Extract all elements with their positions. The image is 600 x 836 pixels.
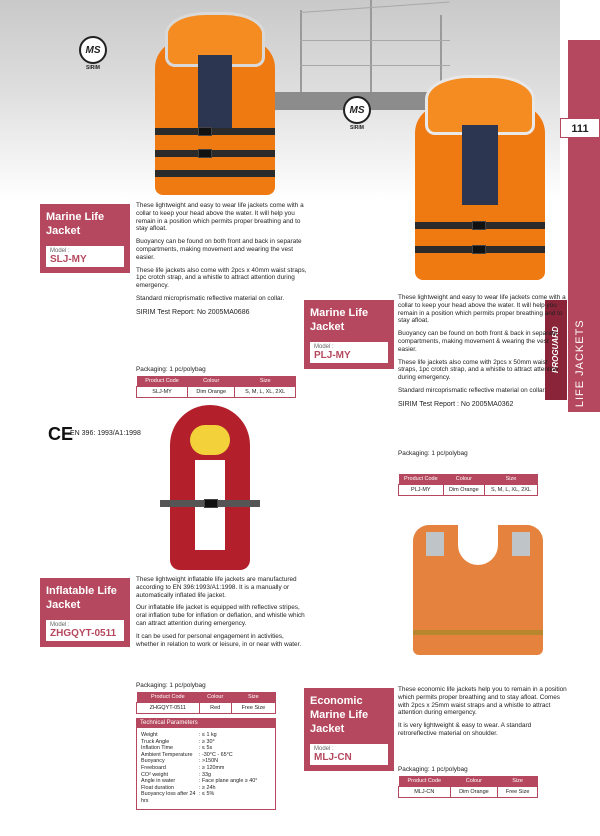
tech-param-key: Weight [141, 732, 158, 738]
tech-param-key: Freeboard [141, 764, 166, 771]
ship-rigging [300, 65, 450, 66]
table-row: PLJ-MY Dim Orange S, M, L, XL, 2XL [399, 485, 538, 496]
ce-standard: EN 396: 1993/A1:1998 [70, 430, 141, 437]
model-label: Model : ZHGQYT-0511 [46, 620, 124, 641]
page-number: 111 [560, 118, 600, 138]
packaging-inflatable: Packaging: 1 pc/polybag [136, 682, 206, 689]
ship-mast [300, 10, 302, 100]
tech-param-key: Ambient Temperature [141, 751, 193, 758]
spec-table-slj: Product Code Colour Size SLJ-MY Dim Orange S, M, L, XL, 2XL [136, 376, 296, 398]
tech-param-key: Buoyancy loss after 24 hrs [141, 791, 196, 804]
tech-param-key: CO² weight [141, 771, 168, 778]
packaging-economic: Packaging: 1 pc/polybag [398, 766, 468, 773]
ms-sirim-logo: MS SIRIM [76, 36, 110, 71]
tech-param-value: : ≤ 5% [199, 791, 215, 798]
tech-param-value: : ≤ 5s [199, 745, 213, 752]
tech-param-row [137, 778, 275, 785]
tech-param-value: : ≥ 30° [199, 738, 215, 745]
tech-param-value: : ≤ 1 kg [199, 732, 217, 738]
tech-param-row [137, 739, 275, 746]
table-row: ZHGQYT-0511 Red Free Size [137, 703, 276, 714]
ship-rigging [300, 2, 450, 13]
tech-param-row [137, 732, 275, 739]
product-heading-plj: Marine Life Jacket Model : PLJ-MY [304, 300, 394, 369]
tech-param-row [137, 752, 275, 759]
product-description-slj: These lightweight and easy to wear life jackets come with a collar to keep your head above the water. It will help you remain in a position which permits proper breathing and to stay afloat. Buoyancy can be found on both front and back in separate compartments, making movement and wearing the vest easier. These life jackets also come with 2pcs x 40mm waist straps, 1pc crotch strap, and a whistle to attract attention during emergency. Standard microprismatic reflective material on collar. SIRIM Test Report: No 2005MA0686 [136, 202, 307, 316]
tech-param-row [137, 765, 275, 772]
jacket-image-inflatable [160, 405, 260, 575]
ship-mast [370, 0, 372, 100]
jacket-image-plj [410, 70, 550, 285]
model-label: Model : MLJ-CN [310, 744, 388, 765]
tech-param-key: Float duration [141, 784, 174, 791]
spec-table-economic: Product Code Colour Size MLJ-CN Dim Orange Free Size [398, 776, 538, 798]
tech-param-key: Truck Angle [141, 738, 170, 745]
jacket-image-slj [150, 10, 280, 200]
model-label: Model : PLJ-MY [310, 342, 388, 363]
tech-param-row [137, 745, 275, 752]
table-row: SLJ-MY Dim Orange S, M, L, XL, 2XL [137, 387, 296, 398]
product-description-plj: These lightweight and easy to wear life jackets come with a collar to keep your head above the water. It will help you remain in a position which permits proper breathing and to stay afloat. Buoyancy can be found on both front & back in separate compartments, making movement & wearing the vest easier. These life jackets also come with 2pcs x 50mm waist straps, 1pc crotch strap, and a whistle to attract attention during emergency. Standard mircoprismatic reflective material on collar. SIRIM Test Report : No 2005MA0362 [398, 294, 566, 408]
tech-param-row [137, 772, 275, 779]
proguard-logo: PROGUARD [545, 300, 567, 400]
ms-sirim-logo: MS SIRIM [340, 96, 374, 131]
ce-mark: CE [48, 424, 74, 444]
table-row: MLJ-CN Dim Orange Free Size [399, 787, 538, 798]
tech-param-value: : -30°C - 65°C [199, 751, 233, 758]
packaging-slj: Packaging: 1 pc/polybag [136, 366, 206, 373]
section-sidebar [568, 40, 600, 460]
tech-param-value: : 33g [199, 771, 211, 778]
product-description-inflatable: These lightweight inflatable life jackets are manufactured according to EN 396:1993/A1:1998. It is a manually or automatically inflated life jacket. Our inflatable life jacket is equipped with reflective stripes, oral inflation tube for inflation or deflation, and whistle which can attract attention during emergency. It can be used for personal engagement in activities, whether in relation to work or leisure, in or near with water. [136, 576, 305, 648]
tech-param-value: : ≥ 120mm [199, 764, 225, 771]
model-label: Model : SLJ-MY [46, 246, 124, 267]
spec-table-inflatable: Product Code Colour Size ZHGQYT-0511 Red Free Size [136, 692, 276, 714]
tech-param-row [137, 791, 275, 804]
packaging-plj: Packaging: 1 pc/polybag [398, 450, 468, 457]
product-heading-economic: Economic Marine Life Jacket Model : MLJ-CN [304, 688, 394, 771]
technical-parameters: Technical Parameters Weight : ≤ 1 kg Truck Angle : ≥ 30° Inflation Time : ≤ 5s Ambient Temperature : -30°C - 65°C Buoyancy : >150N Freeboard : ≥ 120mm CO² weight : 33g Angle in water : Face plane angle ≥ 40° Float duration : ≥ 24h Buoyancy loss after 24 hrs : ≤ 5% [136, 718, 276, 810]
tech-param-key: Angle in water [141, 778, 176, 785]
tech-param-value: : ≥ 24h [199, 784, 216, 791]
tech-param-key: Buoyancy [141, 758, 165, 765]
tech-param-value: : >150N [199, 758, 219, 765]
spec-table-plj: Product Code Colour Size PLJ-MY Dim Orange S, M, L, XL, 2XL [398, 474, 538, 496]
ship-rigging [300, 40, 450, 41]
tech-param-key: Inflation Time [141, 745, 174, 752]
product-heading-slj: Marine Life Jacket Model : SLJ-MY [40, 204, 130, 273]
tech-param-row [137, 758, 275, 765]
product-heading-inflatable: Inflatable Life Jacket Model : ZHGQYT-0511 [40, 578, 130, 647]
tech-param-list [136, 728, 276, 810]
jacket-image-economic [408, 520, 548, 660]
product-description-economic: These economic life jackets help you to remain in a position which permits proper breathing and to stay afloat. Comes with 2pcs x 25mm waist straps and a whistle to attract attention during emergency. It is very lightweight & easy to wear. A standard retroreflective material on shoulder. [398, 686, 567, 737]
tech-param-value: : Face plane angle ≥ 40° [199, 778, 258, 785]
tech-param-row [137, 785, 275, 792]
section-title: MARINE LIFE JACKETS [574, 319, 586, 460]
